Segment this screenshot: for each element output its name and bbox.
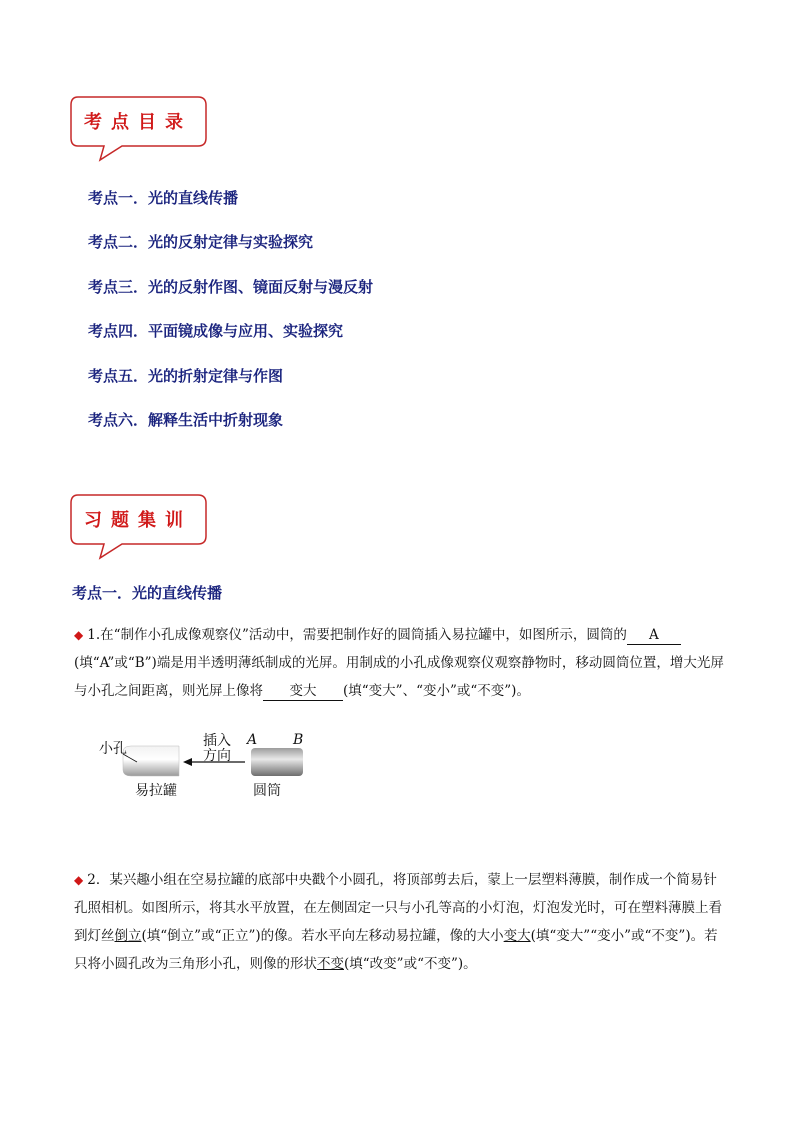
tube-shape: [251, 748, 303, 776]
toc-item: 考点三．光的反射作图、镜面反射与漫反射: [88, 278, 374, 296]
pinhole-figure: [95, 730, 325, 804]
exercise-header: 习题集训: [84, 510, 192, 531]
question-text: 1.在“制作小孔成像观察仪”活动中，需要把制作好的圆筒插入易拉罐中，如图所示，圆筒的: [87, 627, 627, 643]
question-text: 2．某兴趣小组在空易拉罐的底部中央戳个小圆孔，将顶部剪去后，蒙上一层塑料薄膜，制作成一个简易针孔照相机。如图所示，将其水平放置，在左侧固定一只与小孔等高的小灯泡，灯泡发光时，可在塑料薄膜上看到灯丝: [74, 872, 722, 944]
can-label: 易拉罐: [135, 783, 177, 799]
question-1: [74, 621, 724, 705]
question-text: (填“倒立”或“正立”)的像。若水平向左移动易拉罐，像的大小: [141, 928, 504, 944]
end-b-label: B: [293, 732, 304, 748]
arrow-label: 插入: [203, 733, 231, 749]
hole-label: 小孔: [99, 741, 127, 757]
section-title: 考点一．光的直线传播: [72, 584, 223, 602]
question-text: (填“A”或“B”)端是用半透明薄纸制成的光屏。用制成的小孔成像观察仪观察静物时，移动圆筒位置，增大光屏与小孔之间距离，则光屏上像将: [74, 655, 724, 699]
diamond-bullet-icon: ◆: [74, 873, 84, 887]
answer-blank: [627, 626, 681, 645]
diamond-bullet-icon: ◆: [74, 628, 84, 642]
end-a-label: A: [247, 732, 258, 748]
toc-item: 考点四．平面镜成像与应用、实验探究: [88, 322, 344, 340]
toc-item: 考点六．解释生活中折射现象: [88, 411, 284, 429]
toc-item: 考点五．光的折射定律与作图: [88, 367, 284, 385]
answer-text: A: [649, 627, 659, 643]
answer-text: 变大: [289, 683, 317, 699]
question-text: (填“变大”“变小”或“不变”)。若只将小圆孔改为三角形小孔，则像的形状: [74, 928, 718, 972]
exercise-callout: [70, 494, 210, 560]
toc-item: 考点一．光的直线传播: [88, 189, 239, 207]
question-2: [74, 866, 724, 978]
tube-label: 圆筒: [253, 783, 281, 799]
question-text: (填“变大”、“变小”或“不变”)。: [343, 683, 530, 699]
question-text: (填“改变”或“不变”)。: [344, 956, 477, 972]
answer-text: 倒立: [114, 928, 142, 944]
toc-callout: [70, 96, 210, 162]
answer-text: 不变: [317, 956, 344, 972]
toc-header: 考点目录: [84, 112, 192, 133]
toc-item: 考点二．光的反射定律与实验探究: [88, 233, 314, 251]
arrow-label: 方向: [203, 748, 231, 764]
answer-text: 变大: [503, 928, 531, 944]
answer-blank: [263, 682, 343, 701]
insert-arrow-head: [183, 758, 192, 766]
can-shape: [123, 746, 179, 776]
